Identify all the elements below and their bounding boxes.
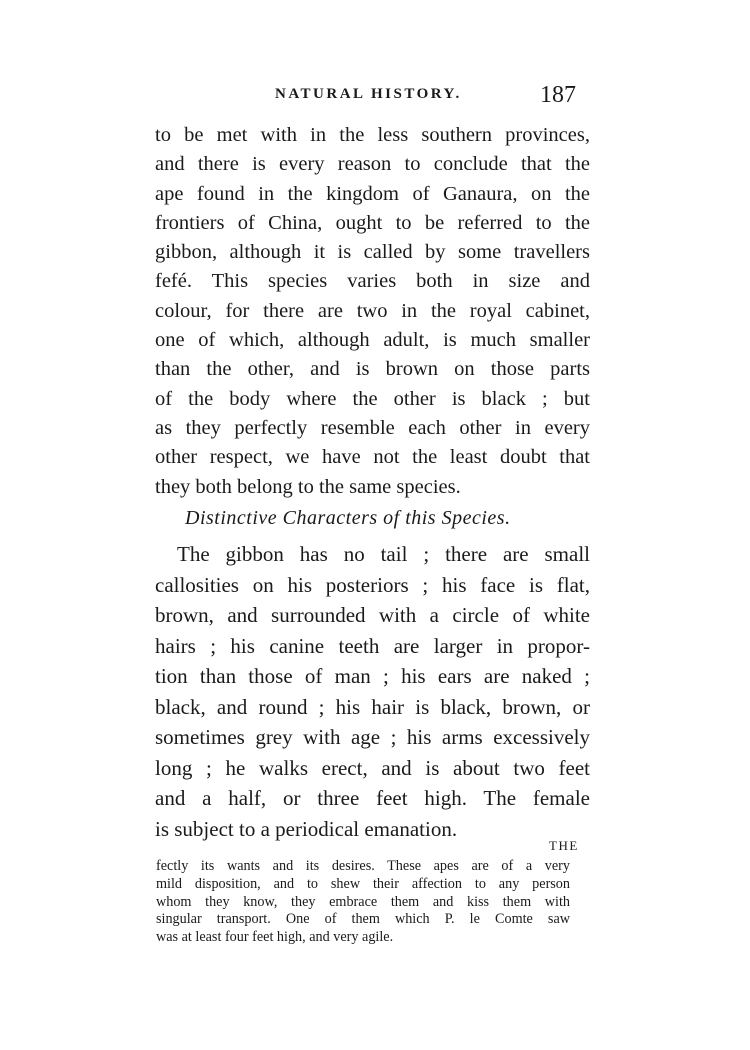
running-head-title: NATURAL HISTORY. xyxy=(275,86,462,102)
paragraph-line: they both belong to the same species. xyxy=(155,475,461,498)
paragraph-line: tion than those of man ; his ears are naked ; xyxy=(155,664,590,688)
paragraph-line: of the body where the other is black ; but xyxy=(155,387,590,410)
paragraph-line: sometimes grey with age ; his arms excessively xyxy=(155,725,590,749)
footnote-line: fectly its wants and its desires. These apes are of a very xyxy=(156,858,570,874)
paragraph-1 xyxy=(155,121,590,502)
paragraph-line: and a half, or three feet high. The female xyxy=(155,786,590,810)
paragraph-line: to be met with in the less southern provinces, xyxy=(155,124,590,146)
paragraph-line: fefé. This species varies both in size and xyxy=(155,270,590,293)
paragraph-line: colour, for there are two in the royal cabinet, xyxy=(155,299,590,322)
paragraph-line: long ; he walks erect, and is about two feet xyxy=(155,755,590,780)
section-heading: Distinctive Characters of this Species. xyxy=(185,507,511,529)
footnote-line: singular transport. One of them which P. le Comte saw xyxy=(156,911,570,928)
paragraph-line: hairs ; his canine teeth are larger in propor- xyxy=(155,633,590,658)
paragraph-line: frontiers of China, ought to be referred to the xyxy=(155,211,590,234)
footnote-line: whom they know, they embrace them and kiss them with xyxy=(156,893,570,910)
footnote-line: was at least four feet high, and very agile. xyxy=(156,929,394,946)
paragraph-line: is subject to a periodical emanation. xyxy=(155,816,458,841)
paragraph-line: other respect, we have not the least doubt that xyxy=(155,446,590,469)
paragraph-line: and there is every reason to conclude that the xyxy=(155,153,590,176)
footnote xyxy=(156,858,570,947)
paragraph-line: gibbon, although it is called by some travellers xyxy=(155,241,590,264)
running-head xyxy=(0,82,750,112)
page-number: 187 xyxy=(540,82,576,108)
paragraph-line: as they perfectly resemble each other in every xyxy=(155,416,590,439)
paragraph-line: ape found in the kingdom of Ganaura, on the xyxy=(155,182,590,205)
paragraph-line: black, and round ; his hair is black, brown, or xyxy=(155,694,590,719)
paragraph-line: callosities on his posteriors ; his face is flat, xyxy=(155,572,590,597)
paragraph-line: brown, and surrounded with a circle of white xyxy=(155,603,590,627)
paragraph-line: one of which, although adult, is much smaller xyxy=(155,329,590,352)
paragraph-line: than the other, and is brown on those parts xyxy=(155,358,590,381)
footnote-line: mild disposition, and to shew their affection to any person xyxy=(156,875,570,892)
paragraph-line: The gibbon has no tail ; there are small xyxy=(177,542,590,566)
catchword: THE xyxy=(549,838,579,853)
paragraph-2 xyxy=(155,539,590,844)
